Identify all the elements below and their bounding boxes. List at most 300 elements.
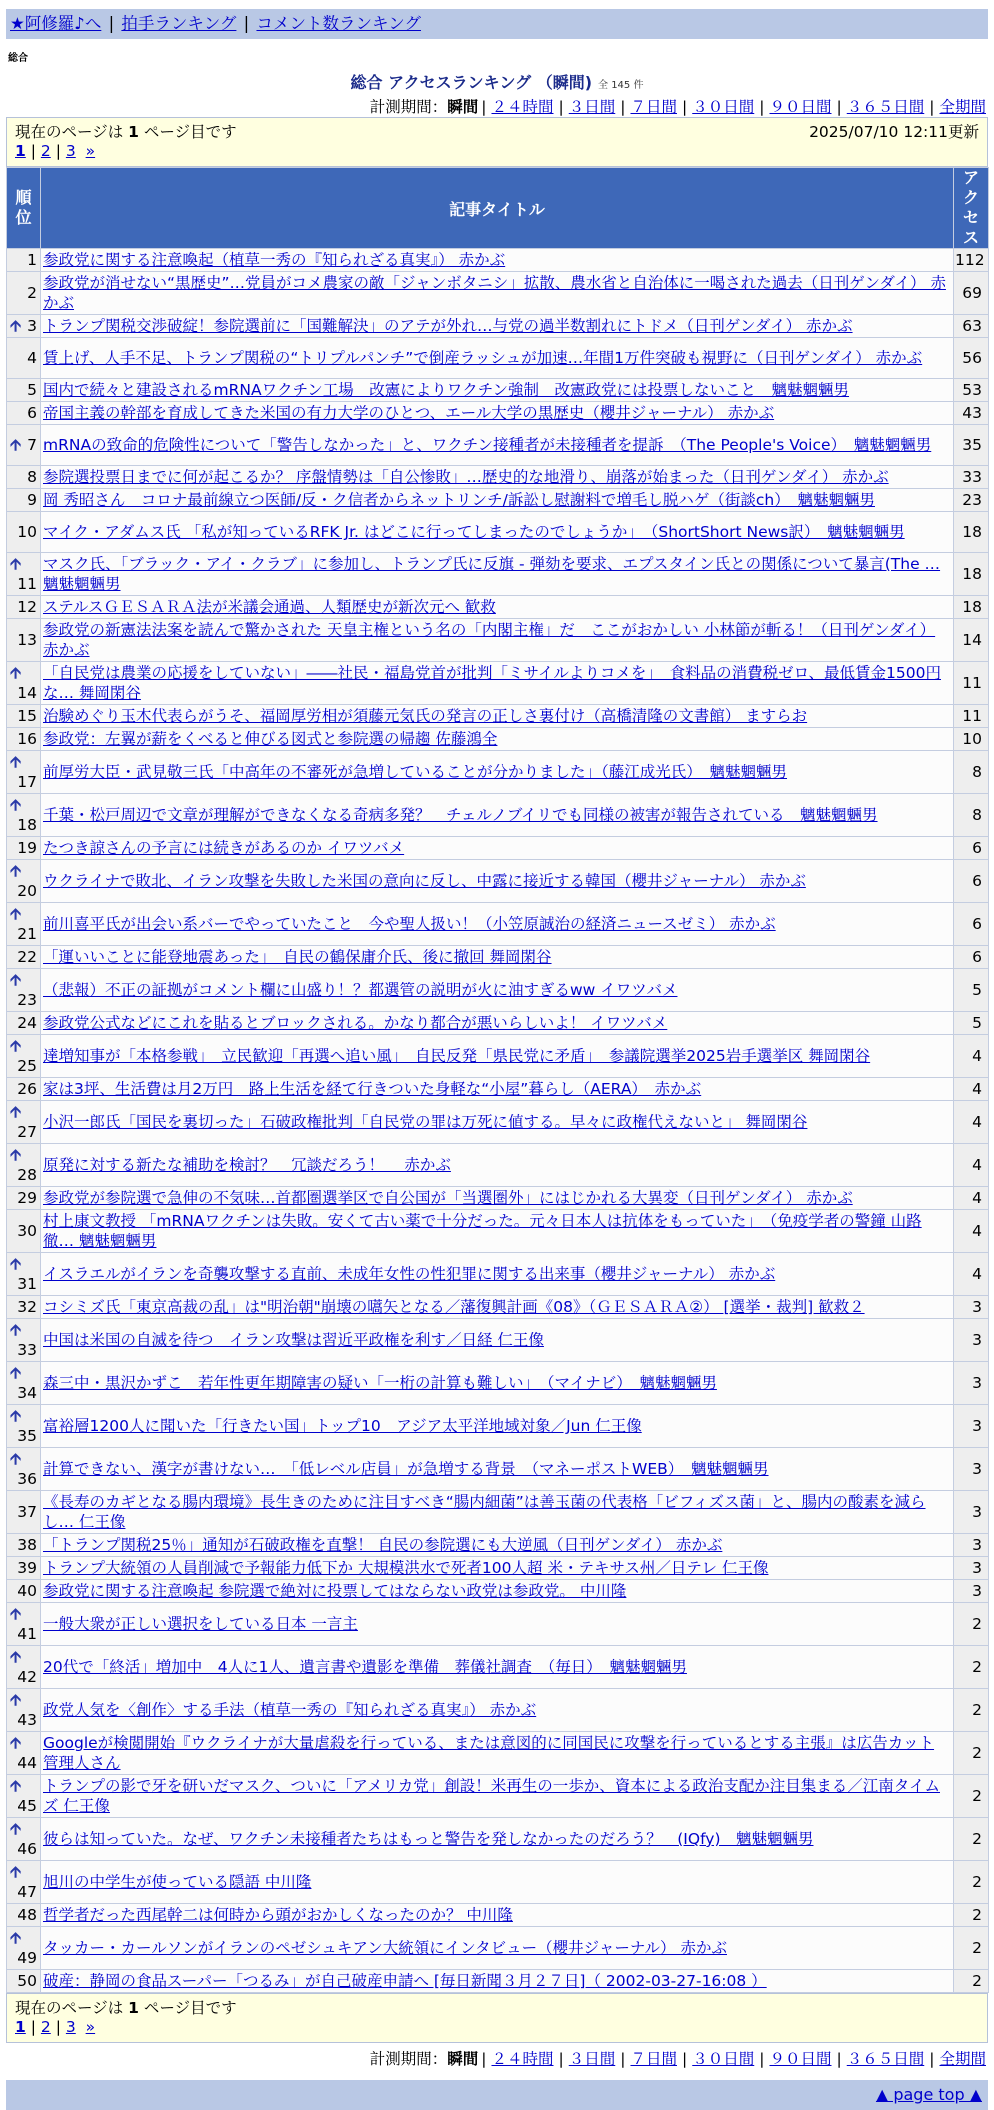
title-cell <box>41 596 954 619</box>
article-link[interactable]: 参政党に関する注意喚起（植草一秀の『知られざる真実』） 赤かぶ <box>43 251 506 269</box>
pager-next-link[interactable]: » <box>85 2018 96 2036</box>
access-count: 3 <box>954 1557 989 1580</box>
pager-current-link[interactable]: 1 <box>15 2018 26 2036</box>
article-link[interactable]: 哲学者だった西尾幹二は何時から頭がおかしくなったのか？ 中川隆 <box>43 1906 513 1924</box>
up-arrow-icon: 🡩 <box>10 971 22 989</box>
access-count: 6 <box>954 860 989 903</box>
pager-prefix: 現在のページは <box>15 1999 124 2017</box>
rank-cell <box>7 1253 41 1296</box>
title-cell <box>41 1144 954 1187</box>
access-count: 33 <box>954 466 989 489</box>
access-count: 23 <box>954 489 989 512</box>
period-separator: | <box>929 98 935 116</box>
article-link[interactable]: マイク・アダムス氏 「私が知っているRFK Jr. はどこに行ってしまったのでしょうか」 （ShortShort News訳） 魑魅魍魎男 <box>43 523 905 541</box>
article-link[interactable]: 破産：静岡の食品スーパー「つるみ」が自己破産申請へ [毎日新聞３月２７日]（ 2002-03-27-16:08 ） <box>43 1972 767 1990</box>
pager-separator: | <box>30 2018 36 2036</box>
table-row <box>7 903 989 946</box>
nav-comment-ranking-link[interactable]: コメント数ランキング <box>256 14 421 33</box>
article-link[interactable]: 参政党に関する注意喚起 参院選で絶対に投票してはならない政党は参政党。 中川隆 <box>43 1582 627 1600</box>
article-link[interactable]: 国内で続々と建設されるmRNAワクチン工場 改憲によりワクチン強制 改憲政党には投票しないこと 魑魅魍魎男 <box>43 381 850 399</box>
pager-links <box>15 2018 979 2040</box>
col-access-header: アクセス <box>954 168 989 249</box>
rank-number: 24 <box>17 1014 37 1032</box>
rank-cell <box>7 1580 41 1603</box>
rank-cell <box>7 512 41 553</box>
rank-number: 37 <box>17 1503 37 1521</box>
access-count: 2 <box>954 1904 989 1927</box>
pager-top <box>6 117 988 167</box>
period-separator: | <box>759 98 765 116</box>
rank-cell <box>7 1101 41 1144</box>
rank-cell <box>7 1646 41 1689</box>
table-row <box>7 1970 989 1993</box>
table-row <box>7 1557 989 1580</box>
title-cell <box>41 1078 954 1101</box>
table-row <box>7 466 989 489</box>
article-link[interactable]: 小沢一郎氏「国民を裏切った」石破政権批判「自民党の罪は万死に値する。早々に政権代えないと」 舞岡閑谷 <box>43 1113 808 1131</box>
article-link[interactable]: 一般大衆が正しい選択をしている日本 一言主 <box>43 1615 358 1633</box>
access-count: 63 <box>954 315 989 338</box>
table-row <box>7 1534 989 1557</box>
rank-cell <box>7 315 41 338</box>
rank-cell <box>7 1448 41 1491</box>
nav-applause-ranking-link[interactable]: 拍手ランキング <box>121 14 237 33</box>
article-link[interactable]: トランプの影で牙を研いだマスク、ついに「アメリカ党」創設！米再生の一歩か、資本による政治支配か注目集まる／江南タイムズ 仁王像 <box>43 1777 940 1815</box>
article-link[interactable]: ステルスＧＥＳＡＲＡ法が米議会通過、人類歴史が新次元へ 歓救 <box>43 598 496 616</box>
pager-page-number: 1 <box>128 1999 139 2017</box>
nav-separator: | <box>243 14 250 33</box>
rank-cell <box>7 1970 41 1993</box>
title-cell <box>41 1775 954 1818</box>
title-cell <box>41 1187 954 1210</box>
period-link[interactable]: ３日間 <box>568 2050 616 2068</box>
pager-page-link[interactable]: 3 <box>65 2018 76 2036</box>
rank-cell <box>7 1296 41 1319</box>
rank-cell <box>7 1012 41 1035</box>
title-cell <box>41 1904 954 1927</box>
period-link[interactable]: ３日間 <box>568 98 616 116</box>
table-row <box>7 662 989 705</box>
rank-number: 50 <box>17 1972 37 1990</box>
title-cell <box>41 1818 954 1861</box>
rank-number: 26 <box>17 1080 37 1098</box>
article-link[interactable]: 帝国主義の幹部を育成してきた米国の有力大学のひとつ、エール大学の黒歴史（櫻井ジャーナル） 赤かぶ <box>43 404 775 422</box>
table-row <box>7 1035 989 1078</box>
article-link[interactable]: 中国は米国の自滅を待つ イラン攻撃は習近平政権を利す／日経 仁王像 <box>43 1331 544 1349</box>
up-arrow-icon: 🡩 <box>10 1450 22 1468</box>
rank-number: 4 <box>27 349 37 367</box>
title-cell <box>41 1491 954 1534</box>
rank-number: 2 <box>27 284 37 302</box>
access-count: 3 <box>954 1319 989 1362</box>
pager-page-link[interactable]: 2 <box>40 142 51 160</box>
period-label: 計測期間： <box>369 98 448 116</box>
ranking-table <box>6 167 989 1993</box>
period-link[interactable]: ７日間 <box>630 2050 677 2068</box>
period-current: 瞬間 <box>447 98 479 116</box>
rank-cell <box>7 1319 41 1362</box>
rank-number: 14 <box>17 684 37 702</box>
rank-cell <box>7 272 41 315</box>
rank-cell <box>7 860 41 903</box>
title-cell <box>41 1035 954 1078</box>
table-row <box>7 425 989 466</box>
access-count: 4 <box>954 1101 989 1144</box>
rank-cell <box>7 249 41 272</box>
rank-number: 40 <box>17 1582 37 1600</box>
article-link[interactable]: トランプ大統領の人員削減で予報能力低下か 大規模洪水で死者100人超 米・テキサス州／日テレ 仁王像 <box>43 1559 769 1577</box>
access-count: 8 <box>954 794 989 837</box>
up-arrow-icon: 🡩 <box>10 555 22 573</box>
title-cell <box>41 1101 954 1144</box>
period-link[interactable]: ３６５日間 <box>846 2050 925 2068</box>
page-title-text: 総合 アクセスランキング （瞬間) <box>350 73 593 92</box>
pager-page-link[interactable]: 3 <box>65 142 76 160</box>
table-row <box>7 489 989 512</box>
pager-current-link[interactable]: 1 <box>15 142 26 160</box>
rank-cell <box>7 1775 41 1818</box>
period-separator: | <box>682 2050 688 2068</box>
article-link[interactable]: トランプ関税交渉破綻！参院選前に「国難解決」のアテが外れ…与党の過半数割れにトドメ（日刊ゲンダイ） 赤かぶ <box>43 317 853 335</box>
period-link[interactable]: 全期間 <box>939 98 986 116</box>
title-cell <box>41 379 954 402</box>
rank-number: 21 <box>17 925 37 943</box>
article-link[interactable]: 政党人気を〈創作〉する手法（植草一秀の『知られざる真実』） 赤かぶ <box>43 1701 537 1719</box>
article-link[interactable]: 富裕層1200人に聞いた「行きたい国」トップ10 アジア太平洋地域対象／Jun 仁王像 <box>43 1417 642 1435</box>
pager-suffix: ページ目です <box>143 1999 237 2017</box>
table-row <box>7 596 989 619</box>
title-cell <box>41 1557 954 1580</box>
title-cell <box>41 1210 954 1253</box>
access-count: 5 <box>954 969 989 1012</box>
access-count: 43 <box>954 402 989 425</box>
pager-links <box>15 142 979 164</box>
article-link[interactable]: たつき諒さんの予言には続きがあるのか イワツバメ <box>43 839 405 857</box>
rank-number: 32 <box>17 1298 37 1316</box>
rank-cell <box>7 553 41 596</box>
access-count: 4 <box>954 1035 989 1078</box>
access-count: 2 <box>954 1818 989 1861</box>
access-count: 3 <box>954 1534 989 1557</box>
title-cell <box>41 1861 954 1904</box>
access-count: 3 <box>954 1405 989 1448</box>
access-count: 4 <box>954 1210 989 1253</box>
rank-number: 33 <box>17 1341 37 1359</box>
rank-cell <box>7 837 41 860</box>
title-cell <box>41 794 954 837</box>
pager-prefix: 現在のページは <box>15 123 124 141</box>
period-separator: | <box>682 98 688 116</box>
table-row <box>7 728 989 751</box>
title-cell <box>41 1448 954 1491</box>
up-arrow-icon: 🡩 <box>10 1691 22 1709</box>
rank-number: 48 <box>17 1906 37 1924</box>
title-cell <box>41 512 954 553</box>
rank-number: 5 <box>27 381 37 399</box>
rank-number: 11 <box>17 575 37 593</box>
title-cell <box>41 751 954 794</box>
period-separator: | <box>759 2050 765 2068</box>
title-cell <box>41 315 954 338</box>
article-link[interactable]: イスラエルがイランを奇襲攻撃する直前、未成年女性の性犯罪に関する出来事（櫻井ジャーナル） 赤かぶ <box>43 1265 776 1283</box>
period-link[interactable]: ７日間 <box>630 98 677 116</box>
rank-cell <box>7 1818 41 1861</box>
table-row <box>7 1904 989 1927</box>
table-row <box>7 837 989 860</box>
table-row <box>7 1580 989 1603</box>
rank-number: 44 <box>17 1754 37 1772</box>
up-arrow-icon: 🡩 <box>10 1255 22 1273</box>
period-separator: | <box>481 2050 487 2068</box>
article-link[interactable]: Googleが検閲開始『ウクライナが大量虐殺を行っている、または意図的に同国民に攻撃を行っているとする主張』は広告カット 管理人さん <box>43 1734 935 1772</box>
rank-cell <box>7 1557 41 1580</box>
access-count: 11 <box>954 705 989 728</box>
pager-next-link[interactable]: » <box>85 142 96 160</box>
rank-number: 20 <box>17 882 37 900</box>
table-row <box>7 1101 989 1144</box>
title-cell <box>41 489 954 512</box>
access-count: 8 <box>954 751 989 794</box>
article-link[interactable]: 「トランプ関税25％」通知が石破政権を直撃！ 自民の参院選にも大逆風（日刊ゲンダイ） 赤かぶ <box>43 1536 723 1554</box>
period-link[interactable]: ２４時間 <box>491 98 554 116</box>
up-arrow-icon: 🡩 <box>10 1863 22 1881</box>
title-cell <box>41 837 954 860</box>
article-link[interactable]: mRNAの致命的危険性について「警告しなかった」と、ワクチン接種者が未接種者を提訴 （The People's Voice） 魑魅魍魎男 <box>43 436 932 454</box>
access-count: 4 <box>954 1078 989 1101</box>
article-link[interactable]: マスク氏、「ブラック・アイ・クラブ」に参加し、トランプ氏に反旗 - 弾劾を要求、エプスタイン氏との関係について暴言(The … 魑魅魍魎男 <box>43 555 941 593</box>
article-link[interactable]: 計算できない、漢字が書けない… 「低レベル店員」が急増する背景 （マネーポストWEB） 魑魅魍魎男 <box>43 1460 769 1478</box>
article-link[interactable]: 参政党公式などにこれを貼るとブロックされる。かなり都合が悪いらしいよ！ イワツバメ <box>43 1014 668 1032</box>
up-arrow-icon: 🡩 <box>10 1364 22 1382</box>
article-link[interactable]: 参院選投票日までに何が起こるか？ 序盤情勢は「自公惨敗」…歴史的な地滑り、崩落が始まった（日刊ゲンダイ） 赤かぶ <box>43 468 889 486</box>
table-row <box>7 1927 989 1970</box>
access-count: 56 <box>954 338 989 379</box>
current-page-text <box>15 120 237 142</box>
table-row <box>7 1296 989 1319</box>
table-row <box>7 315 989 338</box>
article-link[interactable]: 彼らは知っていた。なぜ、ワクチン未接種者たちはもっと警告を発しなかったのだろう？ (IQfy) 魑魅魍魎男 <box>43 1830 814 1848</box>
access-count: 3 <box>954 1296 989 1319</box>
period-link[interactable]: ２４時間 <box>491 2050 554 2068</box>
rank-number: 45 <box>17 1797 37 1815</box>
article-link[interactable]: 岡 秀昭さん コロナ最前線立つ医師/反・ク信者からネットリンチ/訴訟し慰謝料で増毛し脱ハゲ（街談ch） 魑魅魍魎男 <box>43 491 875 509</box>
pager-separator: | <box>55 2018 61 2036</box>
article-link[interactable]: 賃上げ、人手不足、トランプ関税の“トリプルパンチ”で倒産ラッシュが加速…年間1万件突破も視野に（日刊ゲンダイ） 赤かぶ <box>43 349 923 367</box>
article-link[interactable]: タッカー・カールソンがイランのペゼシュキアン大統領にインタビュー（櫻井ジャーナル） 赤かぶ <box>43 1939 727 1957</box>
rank-cell <box>7 1210 41 1253</box>
rank-cell <box>7 1405 41 1448</box>
table-row <box>7 1319 989 1362</box>
access-count: 2 <box>954 1689 989 1732</box>
title-cell <box>41 1580 954 1603</box>
up-arrow-icon: 🡩 <box>10 905 22 923</box>
period-separator: | <box>836 2050 842 2068</box>
rank-cell <box>7 338 41 379</box>
article-link[interactable]: 千葉・松戸周辺で文章が理解ができなくなる奇病多発？ チェルノブイリでも同様の被害が報告されている 魑魅魍魎男 <box>43 806 878 824</box>
up-arrow-icon: 🡩 <box>10 1734 22 1752</box>
rank-number: 18 <box>17 816 37 834</box>
rank-cell <box>7 662 41 705</box>
page <box>6 0 988 2110</box>
period-link[interactable]: ９０日間 <box>769 2050 832 2068</box>
article-link[interactable]: 《長寿のカギとなる腸内環境》長生きのために注目すべき“腸内細菌”は善玉菌の代表格「ビフィズス菌」と、腸内の酸素を減らし… 仁王像 <box>43 1493 926 1531</box>
period-selector-bottom <box>6 2047 988 2069</box>
rank-number: 9 <box>27 491 37 509</box>
up-arrow-icon: 🡩 <box>10 664 22 682</box>
rank-number: 8 <box>27 468 37 486</box>
rank-number: 47 <box>17 1883 37 1901</box>
table-row <box>7 512 989 553</box>
article-link[interactable]: 旭川の中学生が使っている隠語 中川隆 <box>43 1873 312 1891</box>
table-row <box>7 1491 989 1534</box>
table-row <box>7 553 989 596</box>
rank-number: 49 <box>17 1949 37 1967</box>
article-link[interactable]: 治験めぐり玉木代表らがうそ、福岡厚労相が須藤元気氏の発言の正しさ裏付け（高橋清隆の文書館） ますらお <box>43 707 808 725</box>
pager-page-number: 1 <box>128 123 139 141</box>
table-row <box>7 946 989 969</box>
access-count: 14 <box>954 619 989 662</box>
title-cell <box>41 619 954 662</box>
access-count: 6 <box>954 903 989 946</box>
article-link[interactable]: 参政党が消せない“黒歴史”…党員がコメ農家の敵「ジャンボタニシ」拡散、農水省と自治体に一喝された過去（日刊ゲンダイ） 赤かぶ <box>43 274 946 312</box>
access-count: 18 <box>954 596 989 619</box>
up-arrow-icon: 🡩 <box>10 1146 22 1164</box>
period-link[interactable]: ３６５日間 <box>846 98 925 116</box>
title-cell <box>41 272 954 315</box>
up-arrow-icon: 🡩 <box>10 1321 22 1339</box>
access-count: 4 <box>954 1187 989 1210</box>
up-arrow-icon: 🡩 <box>10 1037 22 1055</box>
table-row <box>7 969 989 1012</box>
rank-cell <box>7 705 41 728</box>
article-link[interactable]: ウクライナで敗北、イラン攻撃を失敗した米国の意向に反し、中露に接近する韓国（櫻井ジャーナル） 赤かぶ <box>43 872 806 890</box>
article-link[interactable]: 森三中・黒沢かずこ 若年性更年期障害の疑い「一桁の計算も難しい」 （マイナビ） 魑魅魍魎男 <box>43 1374 717 1392</box>
up-arrow-icon: 🡩 <box>10 753 22 771</box>
period-link[interactable]: 全期間 <box>939 2050 986 2068</box>
title-cell <box>41 860 954 903</box>
rank-cell <box>7 619 41 662</box>
article-link[interactable]: 村上康文教授 「mRNAワクチンは失敗。安くて古い薬で十分だった。元々日本人は抗体をもっていた」 （免疫学者の警鐘 山路 徹… 魑魅魍魎男 <box>43 1212 922 1250</box>
access-count: 112 <box>954 249 989 272</box>
rank-number: 22 <box>17 948 37 966</box>
up-arrow-icon: 🡩 <box>10 436 22 454</box>
access-count: 2 <box>954 1927 989 1970</box>
rank-cell <box>7 425 41 466</box>
rank-number: 42 <box>17 1668 37 1686</box>
pager-page-link[interactable]: 2 <box>40 2018 51 2036</box>
access-count: 69 <box>954 272 989 315</box>
article-link[interactable]: 参政党の新憲法法案を読んで驚かされた 天皇主権という名の「内閣主権」だ ここがおかしい 小林節が斬る！（日刊ゲンダイ） 赤かぶ <box>43 621 936 659</box>
title-cell <box>41 1646 954 1689</box>
title-cell <box>41 662 954 705</box>
page-title <box>6 70 988 93</box>
article-link[interactable]: コシミズ氏「東京高裁の乱」は"明治朝"崩壊の嚆矢となる／藩復興計画《08》（ＧＥＳＡＲＡ②） [選挙・裁判] 歓救２ <box>43 1298 865 1316</box>
rank-number: 39 <box>17 1559 37 1577</box>
rank-number: 16 <box>17 730 37 748</box>
access-count: 4 <box>954 1253 989 1296</box>
table-row <box>7 1861 989 1904</box>
category-label: 総合 <box>8 53 28 64</box>
title-cell <box>41 1405 954 1448</box>
table-row <box>7 1405 989 1448</box>
access-count: 10 <box>954 728 989 751</box>
article-link[interactable]: 原発に対する新たな補助を検討？ 冗談だろう！ 赤かぶ <box>43 1156 451 1174</box>
rank-number: 6 <box>27 404 37 422</box>
title-cell <box>41 1362 954 1405</box>
title-cell <box>41 1012 954 1035</box>
ranking-rows <box>7 249 989 1993</box>
rank-number: 30 <box>17 1222 37 1240</box>
rank-cell <box>7 379 41 402</box>
rank-number: 34 <box>17 1384 37 1402</box>
table-row <box>7 1646 989 1689</box>
rank-number: 7 <box>27 436 37 454</box>
nav-separator: | <box>108 14 115 33</box>
rank-number: 23 <box>17 991 37 1009</box>
access-count: 2 <box>954 1732 989 1775</box>
table-row <box>7 1210 989 1253</box>
article-link[interactable]: 参政党：左翼が薪をくべると伸びる図式と参院選の帰趨 佐藤鴻全 <box>43 730 498 748</box>
title-cell <box>41 1970 954 1993</box>
rank-cell <box>7 1491 41 1534</box>
pager-separator: | <box>55 142 61 160</box>
access-count: 2 <box>954 1861 989 1904</box>
article-link[interactable]: 前厚労大臣・武見敬三氏「中高年の不審死が急増していることが分かりました」（藤江成光氏） 魑魅魍魎男 <box>43 763 788 781</box>
up-arrow-icon: 🡩 <box>10 317 22 335</box>
rank-number: 15 <box>17 707 37 725</box>
table-row <box>7 1732 989 1775</box>
table-row <box>7 1362 989 1405</box>
table-row <box>7 1603 989 1646</box>
access-count: 6 <box>954 946 989 969</box>
total-count: 全 145 件 <box>598 80 644 91</box>
article-link[interactable]: 参政党が参院選で急伸の不気味…首都圏選挙区で自公国が「当選圏外」にはじかれる大異変（日刊ゲンダイ） 赤かぶ <box>43 1189 853 1207</box>
rank-number: 35 <box>17 1427 37 1445</box>
rank-cell <box>7 1534 41 1557</box>
rank-cell <box>7 1362 41 1405</box>
article-link[interactable]: 20代で「終活」増加中 4人に1人、遺言書や遺影を準備 葬儀社調査 （毎日） 魑魅魍魎男 <box>43 1658 687 1676</box>
period-link[interactable]: ９０日間 <box>769 98 832 116</box>
up-arrow-icon: 🡩 <box>10 1103 22 1121</box>
rank-number: 1 <box>27 251 37 269</box>
access-count: 53 <box>954 379 989 402</box>
access-count: 35 <box>954 425 989 466</box>
article-link[interactable]: 達増知事が「本格参戦」 立民歓迎「再選へ追い風」 自民反発「県民党に矛盾」 参議院選挙2025岩手選挙区 舞岡閑谷 <box>43 1047 871 1065</box>
nav-asyura-link[interactable]: ★阿修羅♪へ <box>10 14 102 33</box>
article-link[interactable]: 家は3坪、生活費は月2万円 路上生活を経て行きついた身軽な“小屋”暮らし（AERA） 赤かぶ <box>43 1080 702 1098</box>
rank-cell <box>7 1904 41 1927</box>
access-count: 18 <box>954 553 989 596</box>
access-count: 3 <box>954 1448 989 1491</box>
table-row <box>7 402 989 425</box>
rank-cell <box>7 1927 41 1970</box>
article-link[interactable]: 「自民党は農業の応援をしていない」――社民・福島党首が批判「ミサイルよりコメを」 食料品の消費税ゼロ、最低賃金1500円な… 舞岡閑谷 <box>43 664 941 702</box>
article-link[interactable]: （悲報）不正の証拠がコメント欄に山盛り！？都選管の説明が火に油すぎるww イワツバメ <box>43 981 678 999</box>
access-count: 2 <box>954 1603 989 1646</box>
table-row <box>7 1144 989 1187</box>
article-link[interactable]: 前川喜平氏が出会い系バーでやっていたこと 今や聖人扱い！（小笠原誠治の経済ニュースゼミ） 赤かぶ <box>43 915 776 933</box>
period-link[interactable]: ３０日間 <box>692 2050 755 2068</box>
period-link[interactable]: ３０日間 <box>692 98 755 116</box>
table-row <box>7 1012 989 1035</box>
rank-cell <box>7 489 41 512</box>
rank-number: 13 <box>17 631 37 649</box>
page-top-link[interactable]: ▲ page top ▲ <box>875 2085 982 2104</box>
article-link[interactable]: 「運いいことに能登地震あった」 自民の鶴保庸介氏、後に撤回 舞岡閑谷 <box>43 948 552 966</box>
rank-number: 17 <box>17 773 37 791</box>
rank-cell <box>7 1035 41 1078</box>
rank-number: 29 <box>17 1189 37 1207</box>
